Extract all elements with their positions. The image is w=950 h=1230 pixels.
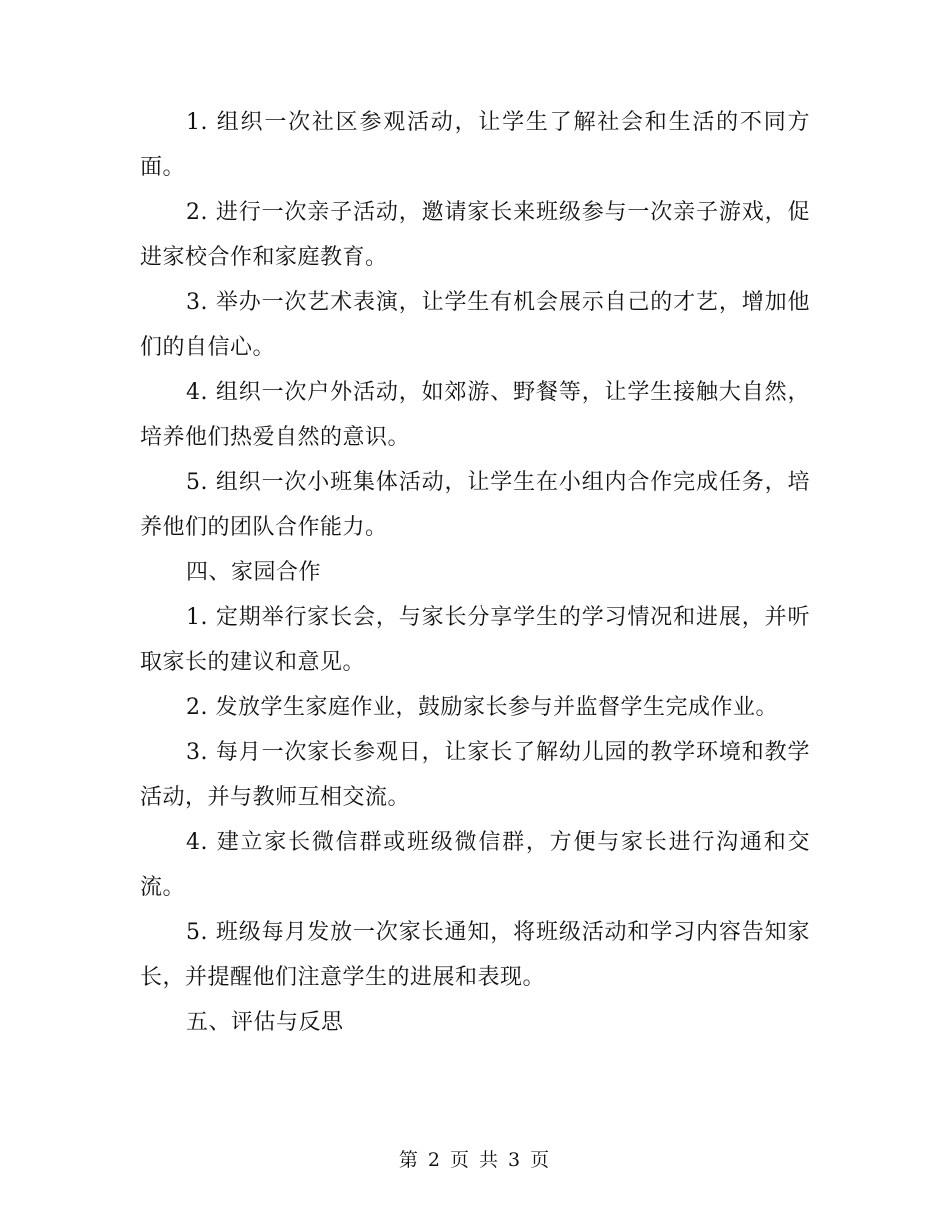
list-item: 5. 班级每月发放一次家长通知，将班级活动和学习内容告知家长，并提醒他们注意学生的进展和表现。 — [140, 920, 810, 990]
section-heading: 五、评估与反思 — [186, 1010, 344, 1035]
list-item: 1. 定期举行家长会，与家长分享学生的学习情况和进展，并听取家长的建议和意见。 — [140, 605, 810, 675]
document-body — [140, 100, 810, 1045]
list-item: 4. 组织一次户外活动，如郊游、野餐等，让学生接触大自然，培养他们热爱自然的意识。 — [140, 380, 810, 450]
page-number-footer: 第 2 页 共 3 页 — [398, 1149, 552, 1171]
list-item: 5. 组织一次小班集体活动，让学生在小组内合作完成任务，培养他们的团队合作能力。 — [140, 470, 810, 540]
list-item: 1. 组织一次社区参观活动，让学生了解社会和生活的不同方面。 — [140, 110, 810, 180]
list-item: 2. 发放学生家庭作业，鼓励家长参与并监督学生完成作业。 — [186, 695, 778, 720]
list-item: 3. 每月一次家长参观日，让家长了解幼儿园的教学环境和教学活动，并与教师互相交流。 — [140, 740, 810, 810]
list-item: 3. 举办一次艺术表演，让学生有机会展示自己的才艺，增加他们的自信心。 — [140, 290, 810, 360]
list-item: 4. 建立家长微信群或班级微信群，方便与家长进行沟通和交流。 — [140, 830, 810, 900]
section-heading: 四、家园合作 — [186, 560, 322, 585]
list-item: 2. 进行一次亲子活动，邀请家长来班级参与一次亲子游戏，促进家校合作和家庭教育。 — [140, 200, 810, 270]
